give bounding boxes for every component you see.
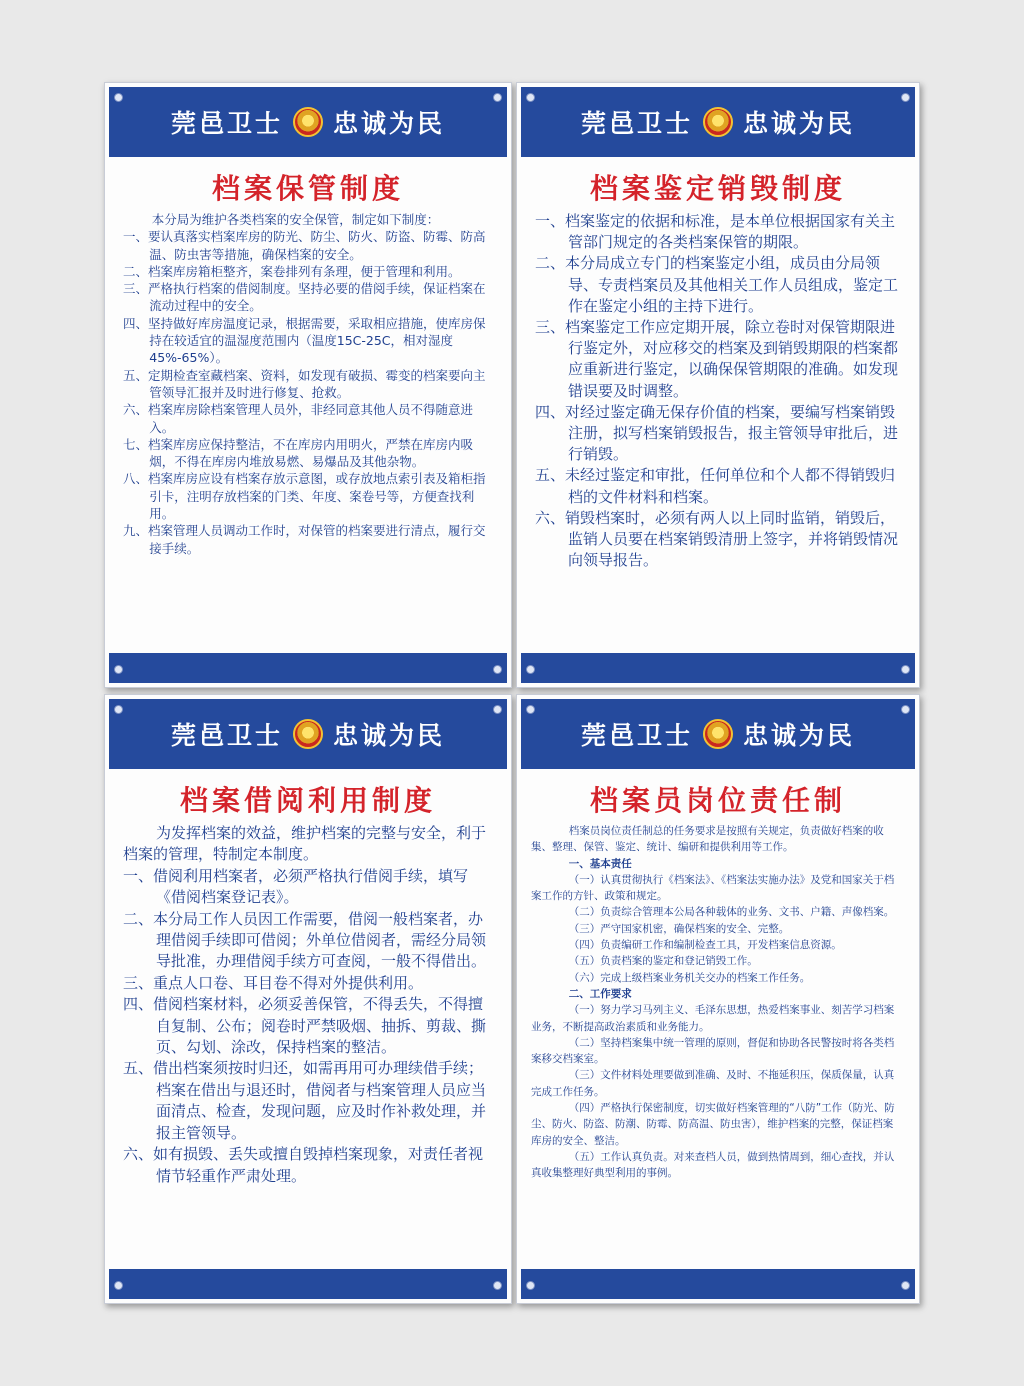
board-header: [521, 699, 915, 769]
police-emblem-icon: [293, 107, 323, 137]
police-emblem-icon: [703, 719, 733, 749]
board-title: 档案保管制度: [211, 172, 404, 205]
rule-item: 一、要认真落实档案库房的防光、防尘、防火、防盗、防霉、防高温、防虫害等措施，确保档案的安全。: [123, 229, 486, 262]
screw-icon: [526, 705, 535, 714]
screw-icon: [526, 665, 535, 674]
board-body: [535, 211, 903, 571]
screw-icon: [114, 93, 123, 102]
board-archive-borrowing: [104, 694, 512, 1304]
rule-item: 五、借出档案须按时归还，如需再用可办理续借手续；档案在借出与退还时，借阅者与档案管理人员应当面清点、检查，发现问题，应及时作补救处理，并报主管领导。: [123, 1059, 487, 1142]
screw-icon: [526, 93, 535, 102]
rule-item: 二、档案库房箱柜整齐，案卷排列有条理，便于管理和利用。: [123, 263, 461, 279]
board-body: [531, 823, 903, 1182]
board-footer: [521, 1269, 915, 1299]
section-heading: 二、工作要求: [568, 987, 632, 1000]
header-slogan-right: 忠诚为民: [333, 109, 446, 138]
police-emblem-icon: [293, 719, 323, 749]
screw-icon: [901, 705, 910, 714]
board-title: 档案员岗位责任制: [589, 784, 846, 817]
rule-item: 一、档案鉴定的依据和标准，是本单位根据国家有关主管部门规定的各类档案保管的期限。: [535, 212, 896, 252]
screw-icon: [114, 705, 123, 714]
rule-item: 四、借阅档案材料，必须妥善保管，不得丢失，不得擅自复制、公布；阅卷时严禁吸烟、抽拆、剪裁、撕页、勾划、涂改，保持档案的整洁。: [123, 995, 487, 1057]
screw-icon: [901, 1281, 910, 1290]
duty-item: （六）完成上级档案业务机关交办的档案工作任务。: [568, 971, 811, 984]
rule-item: 三、重点人口卷、耳目卷不得对外提供利用。: [123, 973, 424, 992]
board-title: 档案鉴定销毁制度: [589, 172, 846, 205]
rule-item: 一、借阅利用档案者，必须严格执行借阅手续，填写《借阅档案登记表》。: [123, 866, 469, 907]
board-archivist-responsibility: [516, 694, 920, 1304]
intro-text: 本分局为维护各类档案的安全保管，制定如下制度：: [151, 212, 440, 227]
header-slogan-right: 忠诚为民: [743, 109, 856, 138]
screw-icon: [493, 665, 502, 674]
board-archive-appraisal: [516, 82, 920, 688]
header-slogan-right: 忠诚为民: [743, 721, 856, 750]
requirement-item: （二）坚持档案集中统一管理的原则，督促和协助各民警按时将各类档案移交档案室。: [531, 1036, 895, 1066]
screw-icon: [493, 93, 502, 102]
rule-item: 三、档案鉴定工作应定期开展，除立卷时对保管期限进行鉴定外，对应移交的档案及到销毁期限的档案都应重新进行鉴定，以确保保管期限的准确。如发现错误要及时调整。: [535, 318, 899, 400]
rule-item: 四、对经过鉴定确无保存价值的档案，要编写档案销毁注册，拟写档案销毁报告，报主管领导审批后，进行销毁。: [535, 402, 899, 464]
screw-icon: [114, 1281, 123, 1290]
board-header: [109, 699, 507, 769]
rule-item: 六、如有损毁、丢失或擅自毁掉档案现象，对责任者视情节轻重作严肃处理。: [123, 1145, 484, 1185]
duty-item: （一）认真贯彻执行《档案法》、《档案法实施办法》及党和国家关于档案工作的方针、政策和规定。: [531, 873, 895, 903]
board-title: 档案借阅利用制度: [179, 784, 436, 817]
section-heading: 一、基本责任: [568, 857, 632, 870]
requirement-item: （四）严格执行保密制度，切实做好档案管理的“八防”工作（防光、防尘、防火、防盗、防潮、防霉、防高温、防虫害），维护档案的完整，保证档案库房的安全、整洁。: [531, 1102, 895, 1147]
rule-item: 三、严格执行档案的借阅制度。坚持必要的借阅手续，保证档案在流动过程中的安全。: [123, 281, 486, 314]
duty-item: （二）负责综合管理本公局各种载体的业务、文书、户籍、声像档案。: [568, 906, 895, 919]
requirement-item: （三）文件材料处理要做到准确、及时、不拖延积压，保质保量，认真完成工作任务。: [531, 1069, 895, 1098]
header-slogan-right: 忠诚为民: [333, 721, 446, 750]
rule-item: 二、本分局工作人员因工作需要，借阅一般档案者，办理借阅手续即可借阅；外单位借阅者，需经分局领导批准，办理借阅手续方可查阅，一般不得借出。: [123, 909, 487, 971]
rule-item: 六、销毁档案时，必须有两人以上同时监销，销毁后，监销人员要在档案销毁清册上签字，并将销毁情况向领导报告。: [535, 508, 899, 570]
rule-item: 六、档案库房除档案管理人员外，非经同意其他人员不得随意进入。: [123, 402, 474, 435]
board-body: [123, 823, 495, 1187]
rule-item: 二、本分局成立专门的档案鉴定小组，成员由分局领导、专责档案员及其他相关工作人员组成，鉴定工作在鉴定小组的主持下进行。: [535, 254, 899, 315]
requirement-item: （五）工作认真负责。对来查档人员，做到热情周到，细心查找，并认真收集整理好典型利用的事例。: [531, 1150, 895, 1180]
screw-icon: [493, 705, 502, 714]
board-archive-custody: [104, 82, 512, 688]
rule-item: 九、档案管理人员调动工作时，对保管的档案要进行清点，履行交接手续。: [123, 523, 486, 556]
board-header: [521, 87, 915, 157]
police-emblem-icon: [703, 107, 733, 137]
board-footer: [109, 1269, 507, 1299]
header-slogan-left: 莞邑卫士: [580, 109, 693, 138]
board-footer: [521, 653, 915, 683]
intro-text: 为发挥档案的效益，维护档案的完整与安全，利于档案的管理，特制定本制度。: [123, 824, 487, 864]
rule-item: 八、档案库房应设有档案存放示意图，或存放地点索引表及箱柜指引卡，注明存放档案的门类、年度、案卷号等，方便查找利用。: [123, 471, 486, 522]
screw-icon: [901, 665, 910, 674]
requirement-item: （一）努力学习马列主义、毛泽东思想，热爱档案事业、刻苦学习档案业务，不断提高政治素质和业务能力。: [531, 1004, 895, 1033]
duty-item: （四）负责编研工作和编制检查工具，开发档案信息资源。: [568, 939, 842, 952]
intro-text: 档案员岗位责任制总的任务要求是按照有关规定，负责做好档案的收集、整理、保管、鉴定、统计、编研和提供利用等工作。: [531, 825, 884, 854]
screw-icon: [114, 665, 123, 674]
board-footer: [109, 653, 507, 683]
board-body: [123, 211, 495, 557]
header-slogan-left: 莞邑卫士: [580, 721, 693, 750]
header-slogan-left: 莞邑卫士: [170, 109, 283, 138]
rule-item: 四、坚持做好库房温度记录，根据需要，采取相应措施，使库房保持在较适宜的温湿度范围内（温度15C-25C，相对湿度45%-65%）。: [123, 315, 486, 366]
screw-icon: [526, 1281, 535, 1290]
rule-item: 五、未经过鉴定和审批，任何单位和个人都不得销毁归档的文件材料和档案。: [535, 466, 896, 506]
rule-item: 七、档案库房应保持整洁，不在库房内用明火，严禁在库房内吸烟，不得在库房内堆放易燃、易爆品及其他杂物。: [123, 436, 474, 470]
header-slogan-left: 莞邑卫士: [170, 721, 283, 750]
duty-item: （三）严守国家机密，确保档案的安全、完整。: [568, 922, 790, 935]
screw-icon: [901, 93, 910, 102]
rule-item: 五、定期检查室藏档案、资料，如发现有破损、霉变的档案要向主管领导汇报并及时进行修复、抢救。: [123, 367, 486, 400]
board-header: [109, 87, 507, 157]
duty-item: （五）负责档案的鉴定和登记销毁工作。: [568, 955, 758, 968]
screw-icon: [493, 1281, 502, 1290]
